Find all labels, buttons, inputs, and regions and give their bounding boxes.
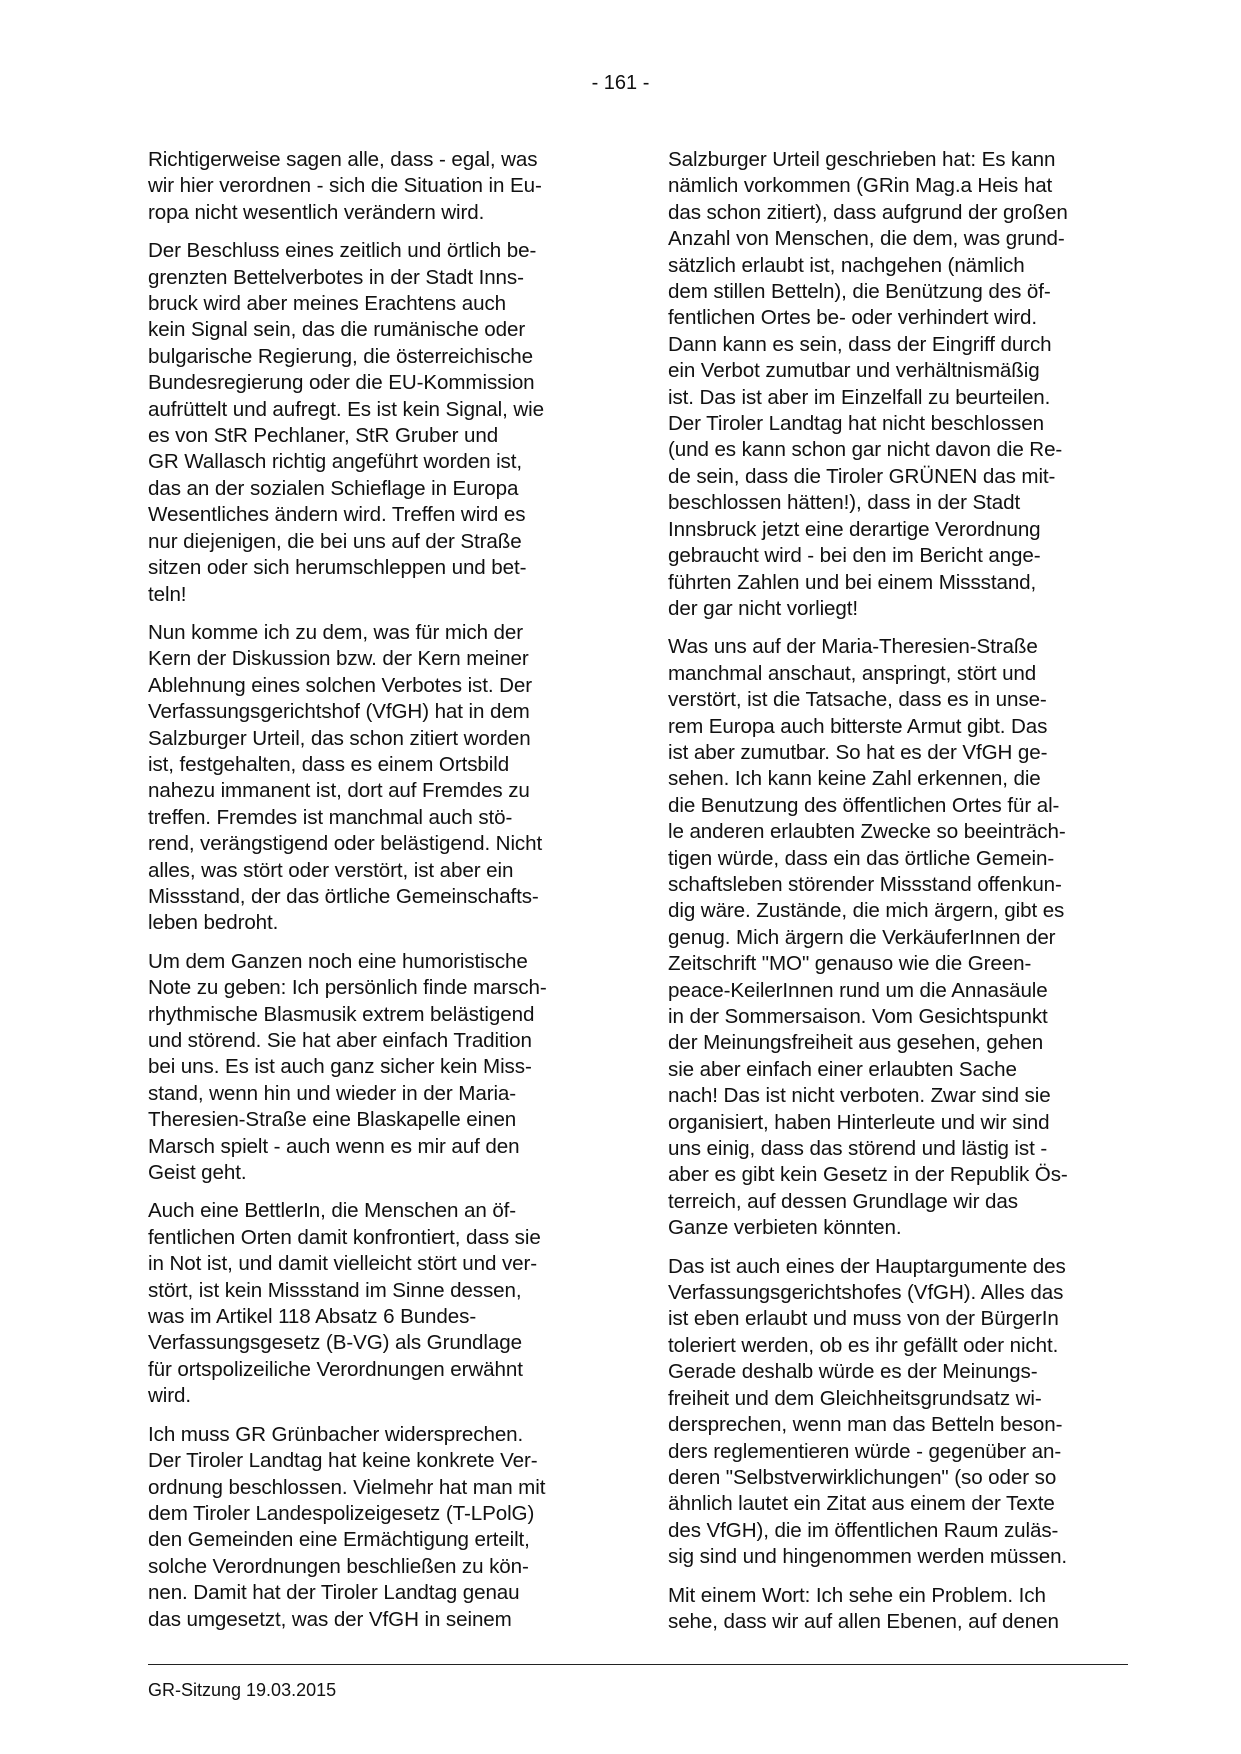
text-line: des VfGH), die im öffentlichen Raum zuläs-: [668, 1518, 1059, 1542]
text-line: Dann kann es sein, dass der Eingriff durch: [668, 332, 1052, 356]
text-line: den Gemeinden eine Ermächtigung erteilt,: [148, 1528, 530, 1552]
text-line: Anzahl von Menschen, die dem, was grund-: [668, 227, 1065, 251]
text-line: das schon zitiert), dass aufgrund der großen: [668, 200, 1068, 224]
text-line: bruck wird aber meines Erachtens auch: [148, 292, 507, 316]
paragraph: [148, 1422, 608, 1633]
text-line: teln!: [148, 582, 187, 606]
text-line: rend, verängstigend oder belästigend. Nicht: [148, 832, 543, 856]
text-line: manchmal anschaut, anspringt, stört und: [668, 661, 1037, 685]
text-line: treffen. Fremdes ist manchmal auch stö-: [148, 805, 513, 829]
text-line: verstört, ist die Tatsache, dass es in unse-: [668, 688, 1047, 712]
paragraph: [148, 620, 608, 937]
text-line: stand, wenn hin und wieder in der Maria-: [148, 1081, 517, 1105]
text-line: ähnlich lautet ein Zitat aus einem der Texte: [668, 1492, 1055, 1516]
text-line: rem Europa auch bitterste Armut gibt. Das: [668, 714, 1048, 738]
text-line: nach! Das ist nicht verboten. Zwar sind sie: [668, 1084, 1051, 1108]
text-line: uns einig, dass das störend und lästig ist -: [668, 1137, 1048, 1161]
text-line: sie aber einfach einer erlaubten Sache: [668, 1057, 1017, 1081]
text-line: peace-KeilerInnen rund um die Annasäule: [668, 978, 1048, 1002]
text-line: ist. Das ist aber im Einzelfall zu beurteilen.: [668, 385, 1051, 409]
text-line: fentlichen Ortes be- oder verhindert wird.: [668, 306, 1037, 330]
text-line: ist eben erlaubt und muss von der BürgerIn: [668, 1307, 1059, 1331]
text-line: nur diejenigen, die bei uns auf der Straße: [148, 529, 522, 553]
text-line: ein Verbot zumutbar und verhältnismäßig: [668, 359, 1040, 383]
text-line: genug. Mich ärgern die VerkäuferInnen der: [668, 925, 1056, 949]
text-line: Kern der Diskussion bzw. der Kern meiner: [148, 647, 529, 671]
text-line: Salzburger Urteil geschrieben hat: Es kann: [668, 148, 1056, 171]
text-line: schaftsleben störender Missstand offenkun-: [668, 872, 1062, 896]
text-line: dem stillen Betteln), die Benützung des öf-: [668, 280, 1051, 304]
text-line: nahezu immanent ist, dort auf Fremdes zu: [148, 779, 530, 803]
text-line: dem Tiroler Landespolizeigesetz (T-LPolG): [148, 1501, 535, 1525]
text-line: für ortspolizeiliche Verordnungen erwähnt: [148, 1357, 523, 1381]
text-line: führten Zahlen und bei einem Missstand,: [668, 570, 1037, 594]
paragraph: [668, 1254, 1128, 1571]
text-line: Der Tiroler Landtag hat nicht beschlossen: [668, 412, 1044, 436]
text-line: Der Tiroler Landtag hat keine konkrete Ver-: [148, 1449, 538, 1473]
text-line: Geist geht.: [148, 1161, 247, 1185]
text-line: Salzburger Urteil, das schon zitiert worden: [148, 726, 531, 750]
text-line: sig sind und hingenommen werden müssen.: [668, 1545, 1068, 1569]
text-line: gebraucht wird - bei den im Bericht ange-: [668, 544, 1041, 568]
text-line: Zeitschrift "MO" genauso wie die Green-: [668, 952, 1032, 976]
text-line: grenzten Bettelverbotes in der Stadt Inns-: [148, 265, 524, 289]
text-line: Bundesregierung oder die EU-Kommission: [148, 371, 535, 395]
text-line: Um dem Ganzen noch eine humoristische: [148, 949, 528, 973]
text-line: es von StR Pechlaner, StR Gruber und: [148, 424, 499, 448]
text-line: Mit einem Wort: Ich sehe ein Problem. Ich: [668, 1583, 1046, 1607]
text-line: Missstand, der das örtliche Gemeinschafts-: [148, 884, 539, 908]
text-line: alles, was stört oder verstört, ist aber ein: [148, 858, 514, 882]
text-line: leben bedroht.: [148, 911, 279, 935]
text-line: Gerade deshalb würde es der Meinungs-: [668, 1360, 1038, 1384]
text-line: Verfassungsgesetz (B-VG) als Grundlage: [148, 1331, 522, 1355]
text-line: der gar nicht vorliegt!: [668, 596, 859, 620]
text-line: (und es kann schon gar nicht davon die Re-: [668, 438, 1063, 462]
text-line: deren "Selbstverwirklichungen" (so oder so: [668, 1465, 1057, 1489]
text-line: Richtigerweise sagen alle, dass - egal, was: [148, 148, 538, 171]
text-line: sitzen oder sich herumschleppen und bet-: [148, 556, 527, 580]
text-line: sehe, dass wir auf allen Ebenen, auf denen: [668, 1609, 1059, 1633]
text-line: die Benutzung des öffentlichen Ortes für al-: [668, 793, 1060, 817]
text-line: wir hier verordnen - sich die Situation in Eu-: [148, 174, 542, 198]
paragraph: [148, 147, 608, 226]
text-line: in der Sommersaison. Vom Gesichtspunkt: [668, 1005, 1048, 1028]
page-number: - 161 -: [591, 72, 650, 94]
text-line: Theresien-Straße eine Blaskapelle einen: [148, 1108, 517, 1132]
text-line: Marsch spielt - auch wenn es mir auf den: [148, 1134, 520, 1158]
text-line: Note zu geben: Ich persönlich finde marsch-: [148, 976, 547, 1000]
text-line: Ich muss GR Grünbacher widersprechen.: [148, 1422, 524, 1446]
text-line: Nun komme ich zu dem, was für mich der: [148, 620, 524, 644]
text-line: Ablehnung eines solchen Verbotes ist. Der: [148, 673, 532, 697]
text-line: kein Signal sein, das die rumänische oder: [148, 318, 526, 342]
text-line: Verfassungsgerichtshof (VfGH) hat in dem: [148, 700, 530, 724]
text-line: tigen würde, dass ein das örtliche Gemein-: [668, 846, 1055, 870]
text-line: der Meinungsfreiheit aus gesehen, gehen: [668, 1031, 1044, 1055]
text-line: ist, festgehalten, dass es einem Ortsbild: [148, 752, 510, 776]
text-line: sätzlich erlaubt ist, nachgehen (nämlich: [668, 253, 1025, 277]
text-line: Das ist auch eines der Hauptargumente des: [668, 1254, 1066, 1278]
paragraph: [668, 1583, 1128, 1636]
text-line: wird.: [148, 1384, 191, 1408]
text-line: dersprechen, wenn man das Betteln beson-: [668, 1413, 1063, 1437]
text-line: stört, ist kein Missstand im Sinne dessen,: [148, 1278, 522, 1302]
text-line: aufrüttelt und aufregt. Es ist kein Signal, wie: [148, 397, 544, 421]
text-line: fentlichen Orten damit konfrontiert, dass sie: [148, 1225, 541, 1249]
text-line: solche Verordnungen beschließen zu kön-: [148, 1554, 529, 1578]
text-line: de sein, dass die Tiroler GRÜNEN das mit-: [668, 464, 1056, 488]
text-line: Auch eine BettlerIn, die Menschen an öf-: [148, 1199, 517, 1223]
footer-session-date: GR-Sitzung 19.03.2015: [148, 1680, 337, 1700]
text-line: aber es gibt kein Gesetz in der Republik Ös-: [668, 1163, 1068, 1187]
text-line: dig wäre. Zustände, die mich ärgern, gibt es: [668, 899, 1065, 923]
text-line: das umgesetzt, was der VfGH in seinem: [148, 1607, 512, 1631]
text-line: das an der sozialen Schieflage in Europa: [148, 476, 519, 500]
text-line: Verfassungsgerichtshofes (VfGH). Alles das: [668, 1281, 1064, 1305]
text-line: sehen. Ich kann keine Zahl erkennen, die: [668, 767, 1041, 791]
text-line: und störend. Sie hat aber einfach Tradition: [148, 1029, 532, 1052]
text-line: ordnung beschlossen. Vielmehr hat man mit: [148, 1475, 546, 1499]
paragraph: [148, 949, 608, 1187]
text-line: GR Wallasch richtig angeführt worden ist,: [148, 450, 522, 474]
paragraph: [668, 147, 1128, 622]
text-line: ist aber zumutbar. So hat es der VfGH ge-: [668, 740, 1048, 764]
text-line: ropa nicht wesentlich verändern wird.: [148, 200, 485, 224]
text-line: beschlossen hätten!), dass in der Stadt: [668, 491, 1021, 515]
text-line: freiheit und dem Gleichheitsgrundsatz wi-: [668, 1386, 1042, 1410]
text-line: was im Artikel 118 Absatz 6 Bundes-: [148, 1305, 477, 1329]
text-line: Was uns auf der Maria-Theresien-Straße: [668, 635, 1038, 659]
text-line: ders reglementieren würde - gegenüber an-: [668, 1439, 1062, 1463]
text-line: terreich, auf dessen Grundlage wir das: [668, 1189, 1018, 1213]
text-line: in Not ist, und damit vielleicht stört und ver-: [148, 1252, 538, 1276]
text-line: bulgarische Regierung, die österreichische: [148, 344, 534, 368]
text-line: Wesentliches ändern wird. Treffen wird es: [148, 503, 526, 527]
paragraph: [148, 238, 608, 608]
text-line: bei uns. Es ist auch ganz sicher kein Miss-: [148, 1055, 532, 1079]
text-line: Der Beschluss eines zeitlich und örtlich be-: [148, 239, 537, 263]
text-line: rhythmische Blasmusik extrem belästigend: [148, 1002, 535, 1026]
paragraph: [668, 634, 1128, 1241]
left-column: [148, 147, 608, 1645]
text-line: Innsbruck jetzt eine derartige Verordnung: [668, 517, 1041, 541]
right-column: [668, 147, 1128, 1647]
text-line: toleriert werden, ob es ihr gefällt oder nicht.: [668, 1333, 1059, 1357]
paragraph: [148, 1198, 608, 1409]
text-line: nen. Damit hat der Tiroler Landtag genau: [148, 1581, 520, 1605]
text-line: Ganze verbieten könnten.: [668, 1216, 902, 1240]
text-line: nämlich vorkommen (GRin Mag.a Heis hat: [668, 174, 1053, 198]
text-line: le anderen erlaubten Zwecke so beeinträch-: [668, 820, 1066, 844]
footer-divider: [148, 1664, 1128, 1665]
text-line: organisiert, haben Hinterleute und wir sind: [668, 1110, 1050, 1134]
